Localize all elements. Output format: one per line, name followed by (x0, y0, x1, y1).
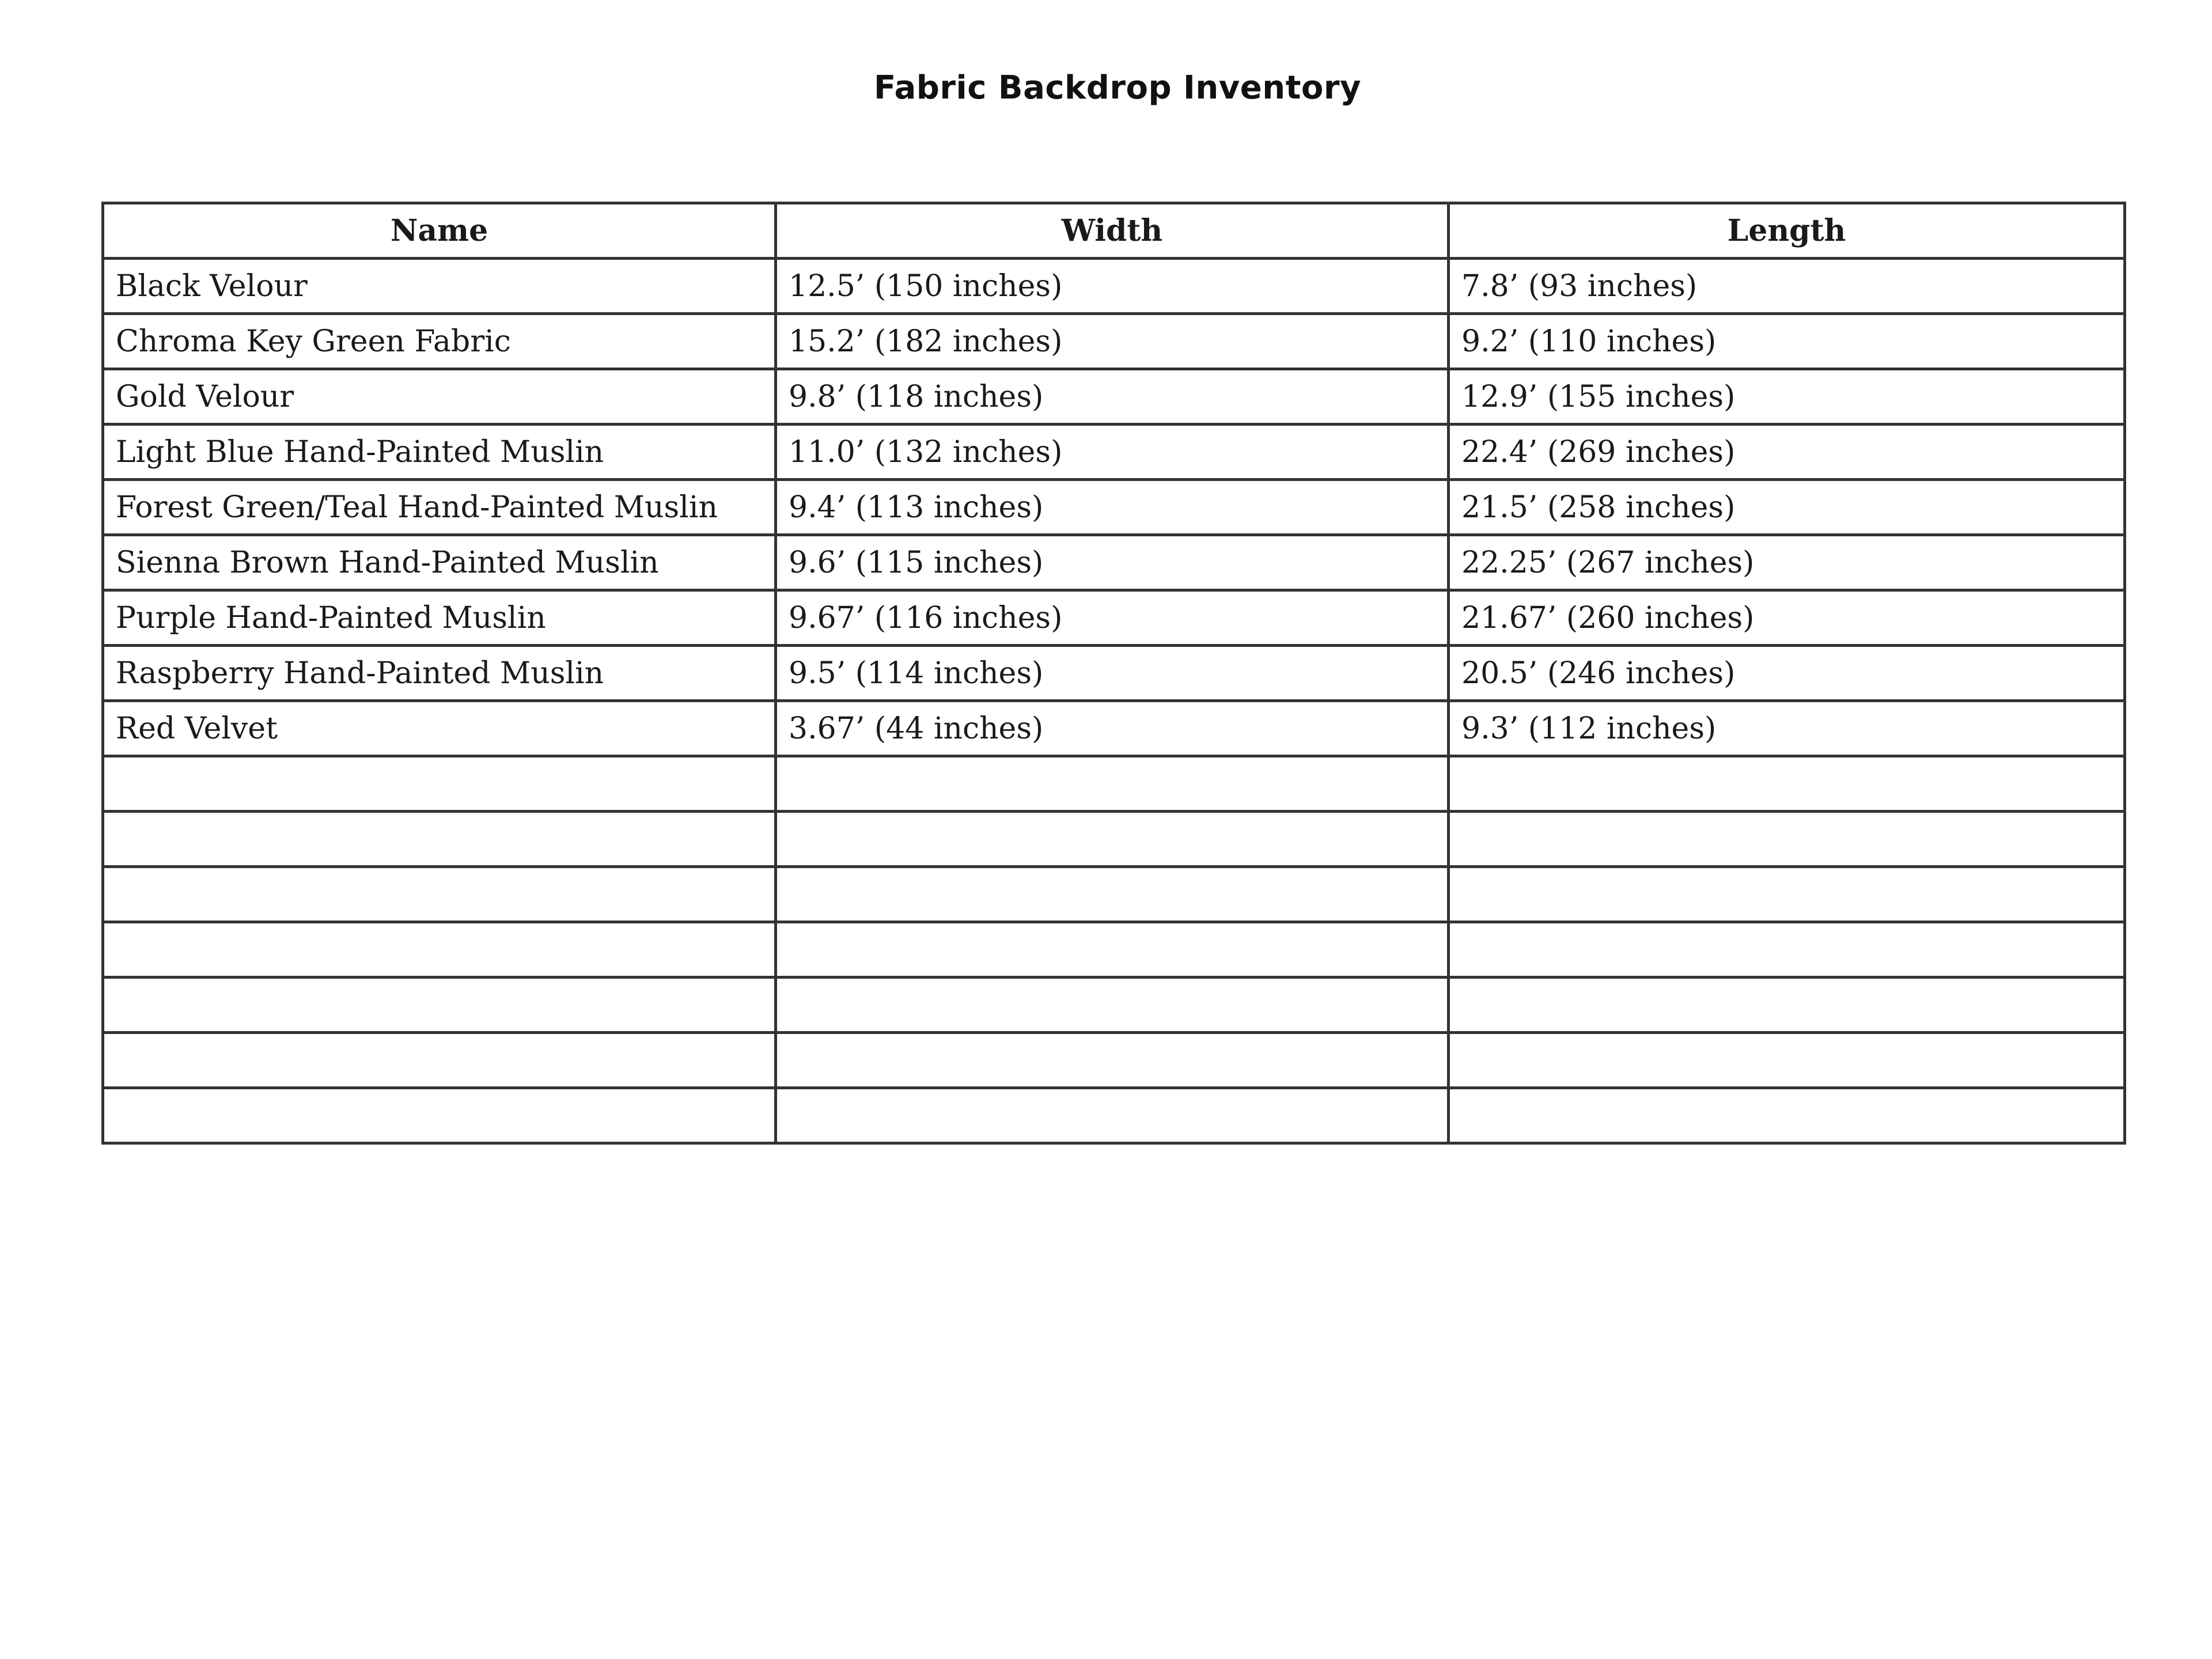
table-row (103, 922, 2125, 978)
table-row (103, 867, 2125, 922)
cell-length: 9.3’ (112 inches) (1449, 701, 2125, 756)
cell-name (103, 922, 776, 978)
cell-name (103, 812, 776, 867)
cell-length (1449, 1033, 2125, 1088)
cell-length: 21.5’ (258 inches) (1449, 480, 2125, 535)
page-title: Fabric Backdrop Inventory (874, 69, 1361, 107)
table-body (103, 259, 2125, 1143)
cell-width: 9.6’ (115 inches) (776, 535, 1449, 590)
cell-width (776, 922, 1449, 978)
cell-length: 22.4’ (269 inches) (1449, 425, 2125, 480)
table-row (103, 259, 2125, 314)
table-row (103, 535, 2125, 590)
table-row (103, 1033, 2125, 1088)
cell-length (1449, 1088, 2125, 1143)
cell-width (776, 1088, 1449, 1143)
table-row (103, 978, 2125, 1033)
cell-width (776, 1033, 1449, 1088)
cell-name: Sienna Brown Hand-Painted Muslin (103, 535, 776, 590)
table-row (103, 425, 2125, 480)
cell-width: 9.8’ (118 inches) (776, 369, 1449, 425)
cell-name: Gold Velour (103, 369, 776, 425)
cell-name (103, 756, 776, 812)
cell-width: 11.0’ (132 inches) (776, 425, 1449, 480)
cell-width: 9.67’ (116 inches) (776, 590, 1449, 646)
cell-width: 9.5’ (114 inches) (776, 646, 1449, 701)
table-row (103, 314, 2125, 369)
table-row (103, 1088, 2125, 1143)
cell-length: 7.8’ (93 inches) (1449, 259, 2125, 314)
cell-length (1449, 978, 2125, 1033)
cell-name: Light Blue Hand-Painted Muslin (103, 425, 776, 480)
cell-name (103, 1033, 776, 1088)
table-row (103, 812, 2125, 867)
cell-length: 12.9’ (155 inches) (1449, 369, 2125, 425)
cell-length (1449, 922, 2125, 978)
table-row (103, 480, 2125, 535)
cell-name: Black Velour (103, 259, 776, 314)
cell-length: 22.25’ (267 inches) (1449, 535, 2125, 590)
cell-width (776, 867, 1449, 922)
cell-length: 20.5’ (246 inches) (1449, 646, 2125, 701)
cell-name (103, 1088, 776, 1143)
column-header-width: Width (776, 203, 1449, 259)
cell-width: 15.2’ (182 inches) (776, 314, 1449, 369)
cell-length: 21.67’ (260 inches) (1449, 590, 2125, 646)
cell-width (776, 812, 1449, 867)
table-row (103, 646, 2125, 701)
cell-width: 9.4’ (113 inches) (776, 480, 1449, 535)
cell-length (1449, 756, 2125, 812)
cell-name (103, 867, 776, 922)
table-row (103, 369, 2125, 425)
cell-width: 12.5’ (150 inches) (776, 259, 1449, 314)
cell-name: Purple Hand-Painted Muslin (103, 590, 776, 646)
table-row (103, 590, 2125, 646)
cell-width (776, 978, 1449, 1033)
cell-width: 3.67’ (44 inches) (776, 701, 1449, 756)
cell-width (776, 756, 1449, 812)
cell-name: Chroma Key Green Fabric (103, 314, 776, 369)
column-header-length: Length (1449, 203, 2125, 259)
cell-length (1449, 812, 2125, 867)
cell-length (1449, 867, 2125, 922)
cell-name: Raspberry Hand-Painted Muslin (103, 646, 776, 701)
cell-name (103, 978, 776, 1033)
column-header-name: Name (103, 203, 776, 259)
cell-name: Red Velvet (103, 701, 776, 756)
table-row (103, 756, 2125, 812)
cell-length: 9.2’ (110 inches) (1449, 314, 2125, 369)
header-row (103, 203, 2125, 259)
cell-name: Forest Green/Teal Hand-Painted Muslin (103, 480, 776, 535)
inventory-table (101, 202, 2126, 1145)
table-row (103, 701, 2125, 756)
